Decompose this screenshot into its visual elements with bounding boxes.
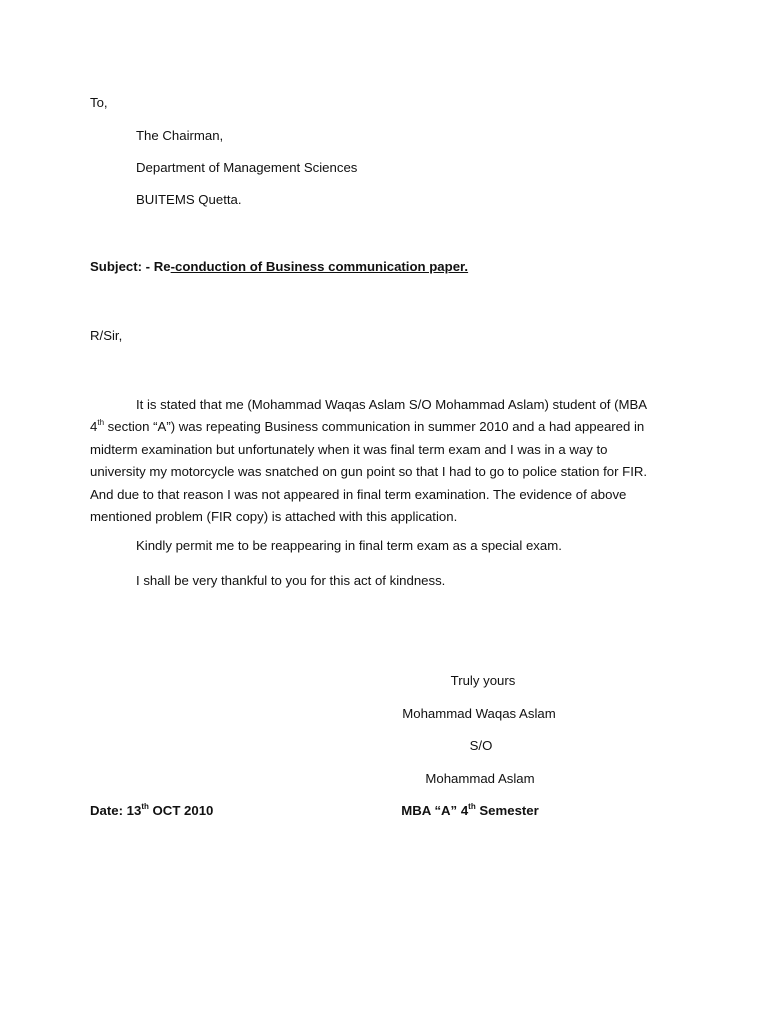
request-paragraph: Kindly permit me to be reappearing in final term exam as a special exam. <box>136 538 562 553</box>
body-line-4: university my motorcycle was snatched on gun point so that I had to go to police station for FIR. <box>90 464 648 480</box>
son-of-label: S/O <box>469 738 493 753</box>
recipient-department: Department of Management Sciences <box>136 160 358 175</box>
body-line-1: It is stated that me (Mohammad Waqas Aslam S/O Mohammad Aslam) student of (MBA <box>136 397 648 412</box>
subject-text: -conduction of Business communication paper. <box>170 259 469 274</box>
subject-label: Subject: - <box>90 259 154 274</box>
recipient-title: The Chairman, <box>136 128 224 143</box>
father-name: Mohammad Aslam <box>425 771 535 786</box>
program-semester: MBA “A” 4th Semester <box>401 802 539 818</box>
body-line-6: mentioned problem (FIR copy) is attached with this application. <box>90 509 458 525</box>
body-line-3: midterm examination but unfortunately when it was final term exam and I was in a way to <box>90 441 608 457</box>
body-paragraph <box>90 394 670 528</box>
greeting: R/Sir, <box>90 328 123 343</box>
body-line-5: And due to that reason I was not appeared in final term examination. The evidence of above <box>90 486 627 502</box>
signer-name: Mohammad Waqas Aslam <box>402 706 556 721</box>
thanks-paragraph: I shall be very thankful to you for this act of kindness. <box>136 573 446 588</box>
subject-line <box>90 259 468 275</box>
recipient-institution: BUITEMS Quetta. <box>136 192 242 207</box>
closing-truly-yours: Truly yours <box>450 673 516 688</box>
to-line: To, <box>90 95 108 110</box>
subject-prefix: Re <box>153 259 171 274</box>
body-line-2: 4th section “A”) was repeating Business communication in summer 2010 and a had appeared in <box>90 418 645 435</box>
letter-date: Date: 13th OCT 2010 <box>90 802 214 818</box>
